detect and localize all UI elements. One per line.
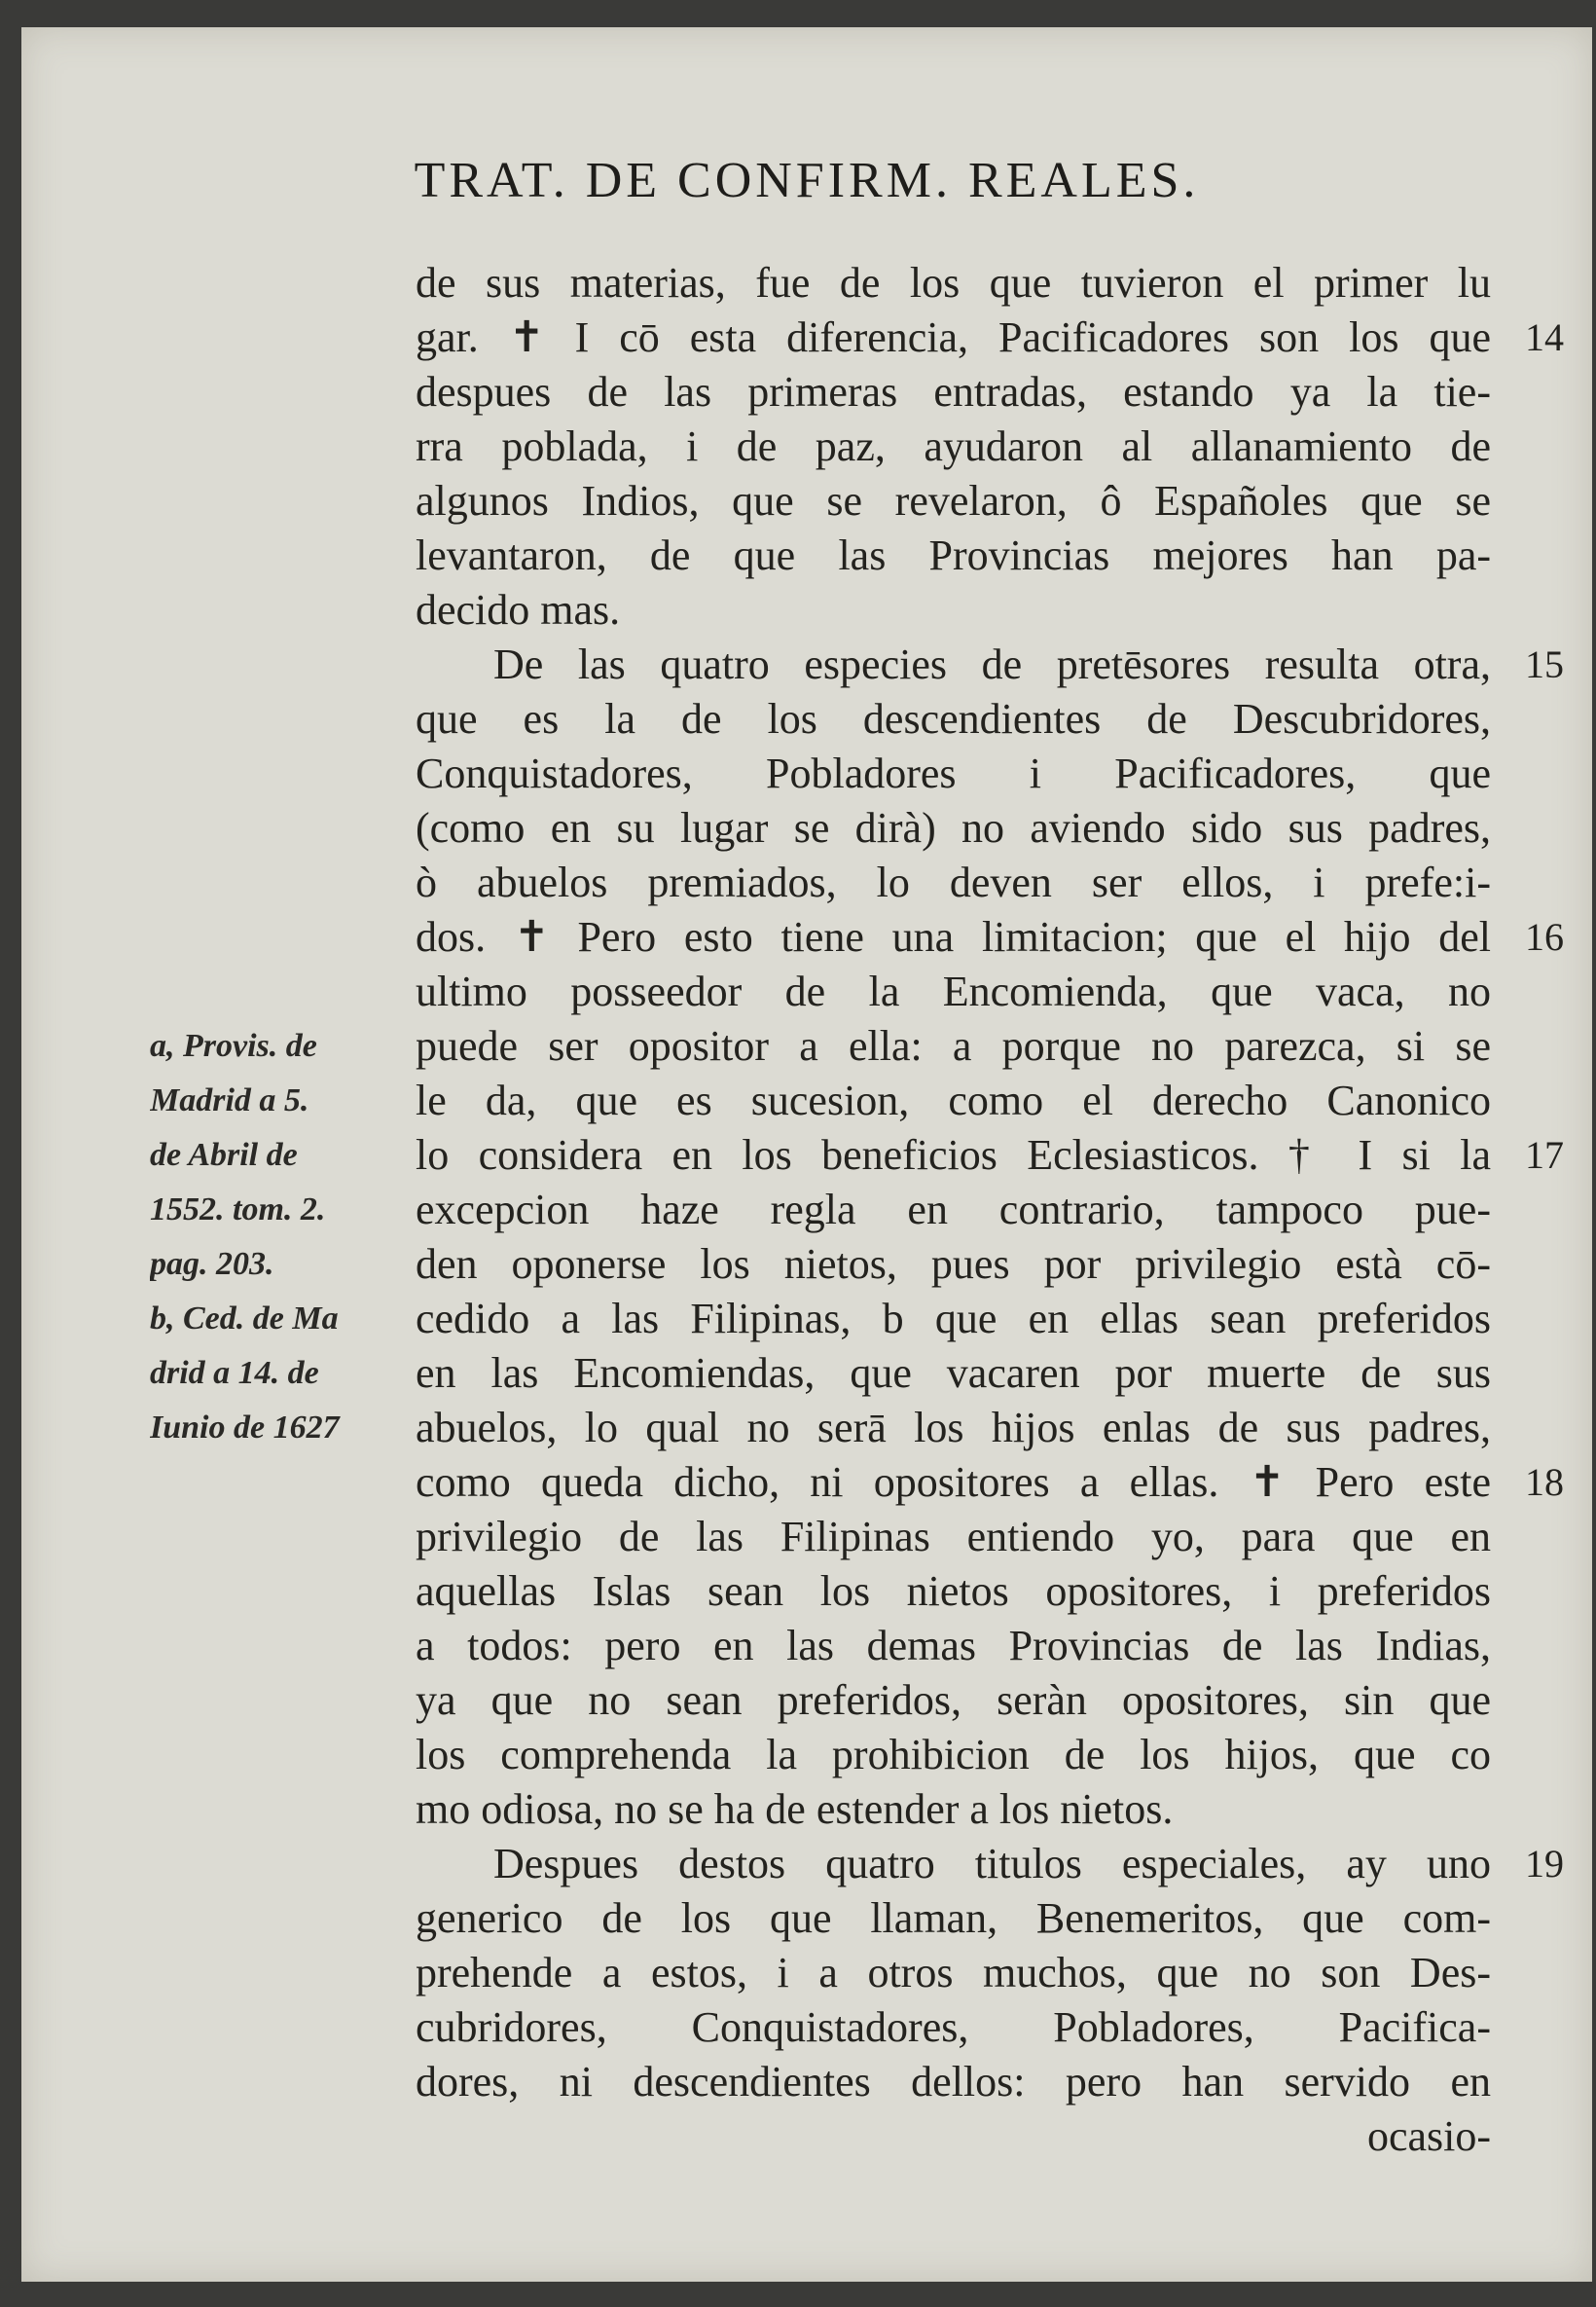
text-line: Despues destos quatro titulos especiales, ay uno [493, 1840, 1491, 1887]
paragraph-number: 17 [1525, 1133, 1564, 1177]
text-line: ultimo posseedor de la Encomienda, que vaca, no [416, 968, 1491, 1015]
text-line: ya que no sean preferidos, seràn opositores, sin que [416, 1676, 1491, 1724]
text-line: en las Encomiendas, que vacaren por muerte de sus [416, 1349, 1491, 1397]
text-line: levantaron, de que las Provincias mejores han pa- [416, 531, 1491, 579]
text-line: dos. ✝ Pero esto tiene una limitacion; que el hijo del [416, 913, 1491, 961]
text-line: de sus materias, fue de los que tuvieron el primer lu [416, 259, 1491, 307]
text-line: prehende a estos, i a otros muchos, que no son Des- [416, 1949, 1491, 1996]
text-line: (como en su lugar se dirà) no aviendo sido sus padres, [416, 804, 1491, 852]
paragraph-number: 14 [1525, 315, 1564, 359]
text-line: cubridores, Conquistadores, Pobladores, Pacifica- [416, 2003, 1491, 2051]
text-line: privilegio de las Filipinas entiendo yo, para que en [416, 1513, 1491, 1560]
text-line: rra poblada, i de paz, ayudaron al allanamiento de [416, 422, 1491, 470]
catchword: ocasio- [1366, 2112, 1491, 2160]
text-line: abuelos, lo qual no serā los hijos enlas de sus padres, [416, 1404, 1491, 1451]
paragraph-number: 18 [1525, 1460, 1564, 1504]
text-line: a todos: pero en las demas Provincias de las Indias, [416, 1622, 1491, 1669]
text-line: los comprehenda la prohibicion de los hijos, que co [416, 1731, 1491, 1778]
running-header: TRAT. DE CONFIRM. REALES. [414, 153, 1200, 208]
text-line: Conquistadores, Pobladores i Pacificadores, que [416, 750, 1491, 797]
text-line: De las quatro especies de pretēsores resulta otra, [493, 641, 1491, 688]
margin-note-line: pag. 203. [150, 1246, 274, 1282]
text-line: dores, ni descendientes dellos: pero han servido en [416, 2058, 1491, 2106]
text-line: decido mas. [416, 586, 621, 634]
text-line: mo odiosa, no se ha de estender a los nietos. [416, 1785, 1174, 1833]
text-line: puede ser opositor a ella: a porque no parezca, si se [416, 1022, 1491, 1070]
text-line: que es la de los descendientes de Descubridores, [416, 695, 1491, 743]
text-line: cedido a las Filipinas, b que en ellas sean preferidos [416, 1295, 1491, 1342]
text-line: den oponerse los nietos, pues por privilegio està cō- [416, 1240, 1491, 1288]
text-line: lo considera en los beneficios Eclesiasticos. † I si la [416, 1131, 1491, 1179]
paragraph-number: 16 [1525, 915, 1564, 959]
text-line: como queda dicho, ni opositores a ellas. ✝ Pero este [416, 1458, 1491, 1506]
text-line: gar. ✝ I cō esta diferencia, Pacificadores son los que [416, 313, 1491, 361]
text-line: despues de las primeras entradas, estando ya la tie- [416, 368, 1491, 416]
text-line: excepcion haze regla en contrario, tampoco pue- [416, 1186, 1491, 1233]
text-line: ò abuelos premiados, lo deven ser ellos, i prefe:i- [416, 859, 1491, 906]
text-line: algunos Indios, que se revelaron, ô Españoles que se [416, 477, 1491, 525]
paragraph-number: 15 [1525, 642, 1564, 686]
paragraph-number: 19 [1525, 1842, 1564, 1886]
text-line: aquellas Islas sean los nietos opositores, i preferidos [416, 1567, 1491, 1615]
margin-note-line: de Abril de [150, 1137, 298, 1173]
text-line: generico de los que llaman, Benemeritos, que com- [416, 1894, 1491, 1942]
margin-note-line: drid a 14. de [150, 1355, 319, 1391]
margin-note-line: 1552. tom. 2. [150, 1191, 326, 1227]
text-line: le da, que es sucesion, como el derecho Canonico [416, 1077, 1491, 1124]
margin-note-line: Iunio de 1627 [150, 1410, 340, 1446]
margin-note-line: a, Provis. de [150, 1028, 317, 1064]
margin-note-line: Madrid a 5. [150, 1082, 309, 1118]
margin-note-line: b, Ced. de Ma [150, 1300, 339, 1337]
book-page [21, 27, 1592, 2282]
